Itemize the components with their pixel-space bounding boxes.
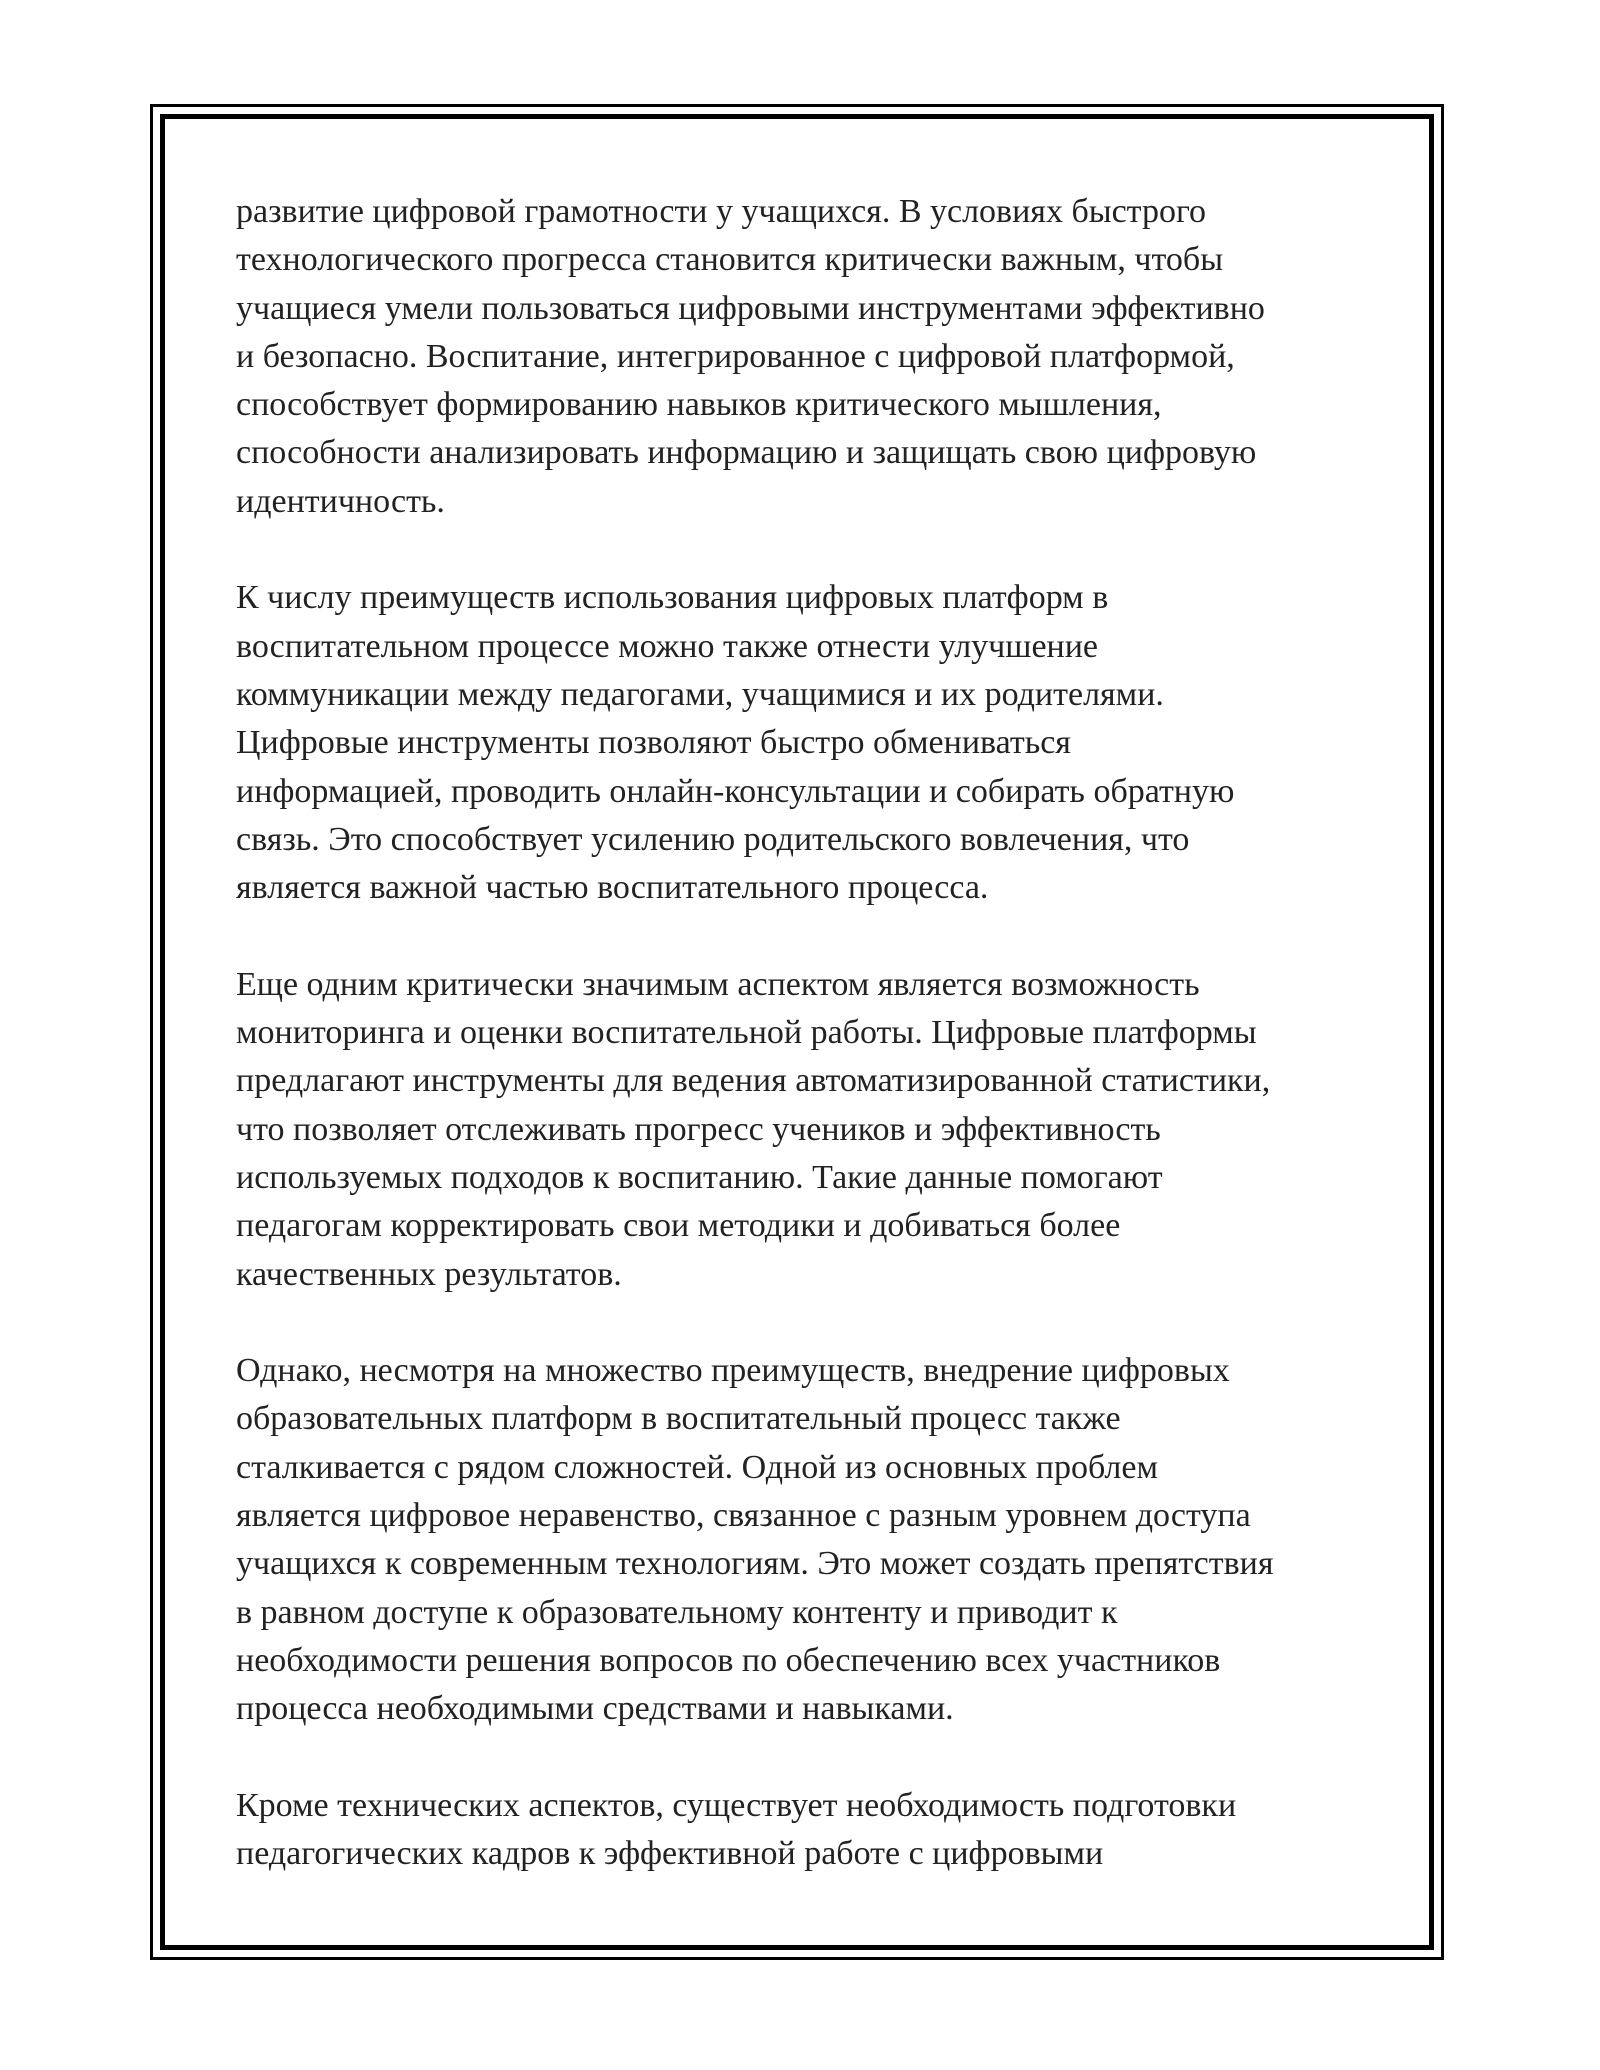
text-line: предлагают инструменты для ведения автоматизированной статистики, xyxy=(236,1062,1271,1100)
text-line: мониторинга и оценки воспитательной работы. Цифровые платформы xyxy=(236,1014,1257,1052)
text-line: идентичность. xyxy=(236,482,445,520)
text-line: качественных результатов. xyxy=(236,1255,622,1293)
text-line: сталкивается с рядом сложностей. Одной из основных проблем xyxy=(236,1448,1158,1486)
text-line: используемых подходов к воспитанию. Такие данные помогают xyxy=(236,1158,1163,1196)
document-body xyxy=(236,188,1386,1927)
text-line: педагогам корректировать свои методики и добиваться более xyxy=(236,1207,1121,1245)
text-line: информацией, проводить онлайн-консультации и собирать обратную xyxy=(236,772,1235,810)
paragraph xyxy=(236,1782,1386,1879)
text-line: необходимости решения вопросов по обеспечению всех участников xyxy=(236,1641,1221,1679)
text-line: Однако, несмотря на множество преимуществ, внедрение цифровых xyxy=(236,1352,1230,1390)
text-line: способствует формированию навыков критического мышления, xyxy=(236,386,1162,424)
text-line: и безопасно. Воспитание, интегрированное с цифровой платформой, xyxy=(236,337,1235,375)
text-line: развитие цифровой грамотности у учащихся. В условиях быстрого xyxy=(236,193,1207,230)
text-line: Кроме технических аспектов, существует необходимость подготовки xyxy=(236,1786,1237,1824)
text-line: что позволяет отслеживать прогресс учеников и эффективность xyxy=(236,1110,1161,1148)
paragraph xyxy=(236,574,1386,912)
text-line: Цифровые инструменты позволяют быстро обмениваться xyxy=(236,724,1071,762)
text-line: воспитательном процессе можно также отнести улучшение xyxy=(236,627,1099,665)
text-line: учащихся к современным технологиям. Это может создать препятствия xyxy=(236,1545,1274,1583)
paragraph xyxy=(236,961,1386,1299)
text-line: в равном доступе к образовательному контенту и приводит к xyxy=(236,1593,1118,1631)
text-line: процесса необходимыми средствами и навыками. xyxy=(236,1690,954,1728)
text-line: педагогических кадров к эффективной работе с цифровыми xyxy=(236,1835,1104,1873)
text-line: Еще одним критически значимым аспектом является возможность xyxy=(236,965,1200,1003)
text-line: является важной частью воспитательного процесса. xyxy=(236,869,989,907)
text-line: коммуникации между педагогами, учащимися и их родителями. xyxy=(236,675,1164,713)
text-line: связь. Это способствует усилению родительского вовлечения, что xyxy=(236,820,1190,858)
text-line: образовательных платформ в воспитательный процесс также xyxy=(236,1400,1121,1438)
text-line: технологического прогресса становится критически важным, чтобы xyxy=(236,241,1224,279)
paragraph xyxy=(236,1347,1386,1733)
text-line: способности анализировать информацию и защищать свою цифровую xyxy=(236,434,1257,472)
text-line: учащиеся умели пользоваться цифровыми инструментами эффективно xyxy=(236,289,1265,327)
paragraph xyxy=(236,188,1386,526)
text-line: является цифровое неравенство, связанное с разным уровнем доступа xyxy=(236,1497,1251,1535)
text-line: К числу преимуществ использования цифровых платформ в xyxy=(236,579,1109,617)
